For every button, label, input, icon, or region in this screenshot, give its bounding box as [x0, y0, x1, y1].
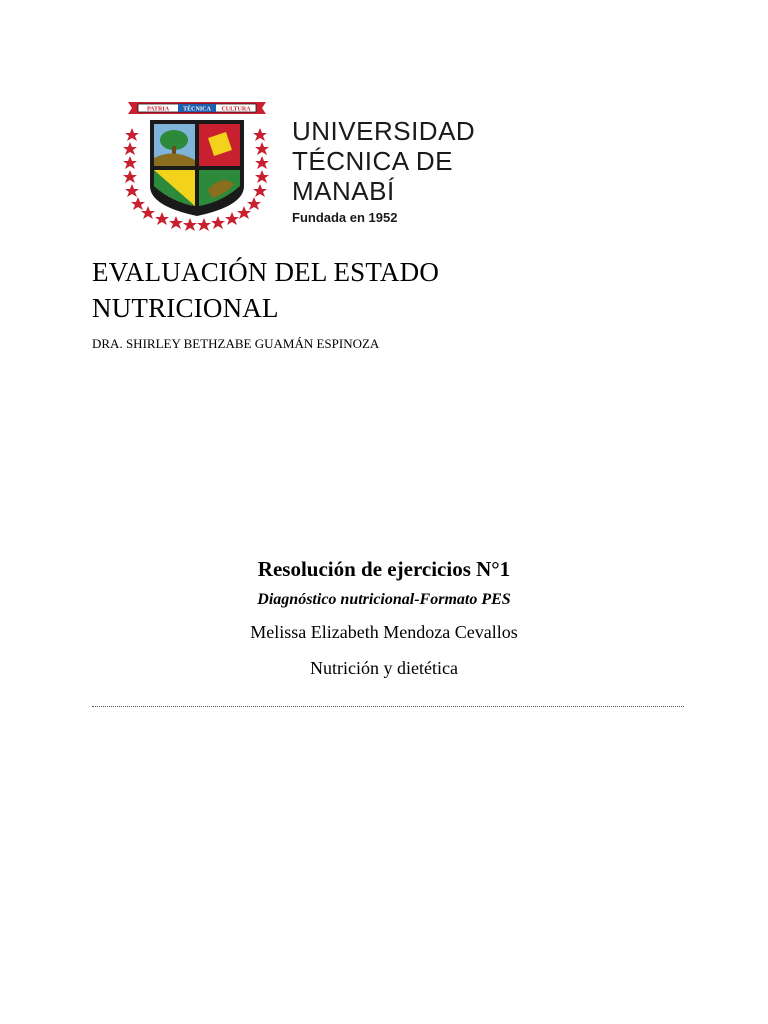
- crest-shield: [150, 120, 244, 216]
- advisor-name: DRA. SHIRLEY BETHZABE GUAMÁN ESPINOZA: [92, 336, 380, 351]
- author-name: Melissa Elizabeth Mendoza Cevallos: [250, 622, 518, 642]
- document-title-line-1: EVALUACIÓN DEL ESTADO: [92, 257, 440, 287]
- university-wordmark: [292, 116, 512, 228]
- exercise-title: Resolución de ejercicios N°1: [257, 557, 511, 581]
- crest-scroll-word-patria: PATRIA: [146, 106, 170, 113]
- university-founded: Fundada en 1952: [292, 210, 398, 225]
- crest-scroll-word-cultura: CULTURA: [221, 106, 251, 113]
- university-header: [122, 98, 502, 238]
- career-name: Nutrición y dietética: [310, 658, 458, 678]
- crest-scroll-word-tecnica: TÉCNICA: [183, 106, 211, 113]
- crest-scroll-banner: [128, 102, 266, 114]
- university-name-line-3: MANABÍ: [292, 176, 395, 206]
- university-name-line-1: UNIVERSIDAD: [292, 116, 476, 146]
- university-name-line-2: TÉCNICA DE: [292, 146, 454, 176]
- university-crest-logo: [122, 98, 272, 234]
- cover-info-block: [0, 553, 768, 683]
- dotted-divider: [92, 706, 684, 707]
- document-title: [92, 254, 692, 326]
- exercise-subtitle: Diagnóstico nutricional-Formato PES: [257, 591, 511, 608]
- document-title-line-2: NUTRICIONAL: [92, 293, 279, 323]
